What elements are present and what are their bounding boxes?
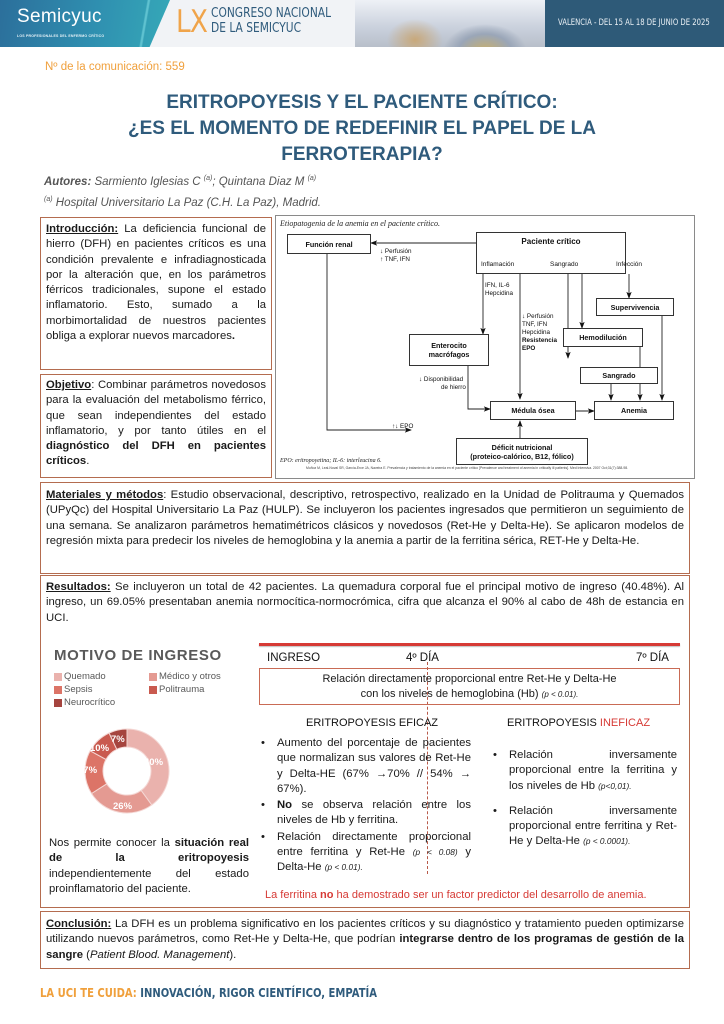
donut-label-medico: 26% xyxy=(113,801,133,812)
ineficaz-heading-2: INEFICAZ xyxy=(599,717,651,729)
figure-caption: Etiopatogenia de la anemia en el paciente crítico. xyxy=(280,219,440,228)
conclusion-heading: Conclusión: xyxy=(46,918,112,930)
donut-label-politrauma: 10% xyxy=(90,743,110,754)
edge-disponibilidad-2: de hierro xyxy=(441,384,466,391)
ineficaz-bullet-2-text: Relación inversamente proporcional entre ferritina y Ret-He y Delta-He xyxy=(509,804,677,848)
banner-stripe xyxy=(120,0,172,47)
ineficaz-bullet-1 xyxy=(491,748,677,794)
figure-reference: Muñoz M, Leal-Noval SR, García-Erce JA, Naveira E. Prevalencia y tratamiento de la anemia en el paciente crítico [Prevalence and treatment of anemia in critically ill patients]. Med Intensiva. 2007 Oct;31(7):388-98. xyxy=(306,466,629,470)
objetivo-heading: Objetivo xyxy=(46,379,92,391)
edge-inflam-ifn: IFN, IL-6 xyxy=(485,282,510,289)
congress-name-line1: CONGRESO NACIONAL xyxy=(211,6,332,21)
congress-dates: VALENCIA - DEL 15 AL 18 DE JUNIO DE 2025 xyxy=(558,17,710,27)
ineficaz-bullets xyxy=(491,748,677,851)
conclusion-end: ). xyxy=(229,948,237,961)
affiliation xyxy=(44,196,321,209)
resultados-text xyxy=(46,580,684,626)
edge-renal-tnf: ↑ TNF, IFN xyxy=(380,256,410,263)
eficaz-bullet-1: • Aumento del porcentaje de pacientes que normalizan sus valores de Ret-He y Delta-HE (67% →70% // 54% → 67%). xyxy=(259,736,471,797)
node-anemia: Anemia xyxy=(594,401,674,420)
congress-name xyxy=(211,6,331,36)
congress-name-line2: DE LA SEMICYUC xyxy=(211,21,302,36)
title-line3: FERROTERAPIA? xyxy=(281,144,443,165)
legend-label: Sepsis xyxy=(64,684,93,695)
legend-label: Neurocrítico xyxy=(64,697,116,708)
introduccion-text xyxy=(46,222,266,344)
introduccion-end: . xyxy=(231,330,236,343)
chart-title: MOTIVO DE INGRESO xyxy=(54,647,222,664)
results-note xyxy=(49,836,249,897)
author-2-affiliation-mark: (a) xyxy=(307,175,317,182)
legend-swatch xyxy=(149,673,157,681)
relation-line1: Relación directamente proporcional entre Ret-He y Delta-He xyxy=(322,673,617,685)
etiopatogenia-figure xyxy=(275,215,695,479)
ineficaz-bullet-1-p: (p<0,01). xyxy=(598,780,632,791)
metodos-box xyxy=(40,482,690,574)
title-line1: ERITROPOYESIS Y EL PACIENTE CRÍTICO: xyxy=(166,92,558,113)
introduccion-box xyxy=(40,217,272,370)
legend-swatch xyxy=(149,686,157,694)
introduccion-heading: Introducción: xyxy=(46,223,119,235)
edge-perf-2: TNF, IFN xyxy=(522,321,548,328)
title-line2: ¿ES EL MOMENTO DE REDEFINIR EL PAPEL DE LA xyxy=(127,118,597,139)
legend-label: Quemado xyxy=(64,671,106,682)
node-deficit-nutricional xyxy=(456,438,588,465)
node-supervivencia: Supervivencia xyxy=(596,298,674,316)
conclusion-box xyxy=(40,911,690,969)
eficaz-bullets xyxy=(259,736,471,877)
conclusion-italic: Patient Blood. Management xyxy=(89,948,230,961)
relation-line2-wrap xyxy=(260,687,679,702)
author-1-affiliation-mark: (a) xyxy=(203,175,213,182)
affiliation-text: Hospital Universitario La Paz (C.H. La Paz), Madrid. xyxy=(52,196,321,209)
ferritina-pre: La ferritina xyxy=(265,889,321,901)
eficaz-bullet-2-text: se observa relación entre los niveles de Hb y ferritina. xyxy=(277,799,471,827)
node-medula-osea: Médula ósea xyxy=(490,401,576,420)
ferritina-bold: no xyxy=(320,889,334,901)
edge-renal-perfusion: ↓ Perfusión xyxy=(380,248,412,255)
slogan-part2: INNOVACIÓN, RIGOR CIENTÍFICO, EMPATÍA xyxy=(140,985,377,1000)
eficaz-bullet-3-mid: y Delta-He xyxy=(277,846,471,874)
objetivo-bold: diagnóstico del DFH en pacientes críticos xyxy=(46,440,266,468)
timeline-dia4: 4º DÍA xyxy=(406,652,439,664)
eficaz-heading: ERITROPOYESIS EFICAZ xyxy=(306,717,439,729)
legend-item-quemado xyxy=(54,671,106,682)
relation-pvalue: (p < 0.01). xyxy=(541,690,579,699)
conclusion-post: ( xyxy=(83,948,90,961)
relation-line2: con los niveles de hemoglobina (Hb) xyxy=(360,688,542,700)
semicyuc-logo: Semicyuc xyxy=(17,6,102,27)
poster-title xyxy=(0,90,724,168)
logo-subtitle: LOS PROFESIONALES DEL ENFERMO CRÍTICO xyxy=(17,34,105,38)
resultados-body: Se incluyeron un total de 42 pacientes. La quemadura corporal fue el principal motivo de ingreso (40.48%). Al ingreso, un 69.05% presentaban anemia normocítica-normocrómica, cifra que alcanza el 90% al cabo de 48h de estancia en UCI. xyxy=(46,581,684,624)
resultados-box xyxy=(40,575,690,908)
conclusion-text xyxy=(46,917,684,963)
timeline-ingreso: INGRESO xyxy=(267,652,321,664)
edge-disponibilidad-1: ↓ Disponibilidad xyxy=(419,376,464,383)
legend-item-sepsis xyxy=(54,684,93,695)
node-sangrado: Sangrado xyxy=(580,367,658,384)
eficaz-bullet-3-p1: (p < 0.08) xyxy=(412,847,458,858)
legend-label: Médico y otros xyxy=(159,671,221,682)
donut-label-quemado: 40% xyxy=(144,757,164,768)
node-hemodilucion: Hemodilución xyxy=(563,328,643,347)
label-sangrado: Sangrado xyxy=(550,261,579,268)
edge-inflam-hepcidina: Hepcidina xyxy=(485,290,514,297)
donut-label-sepsis: 17% xyxy=(78,765,98,776)
note-post: independientemente del estado proinflamatorio del paciente. xyxy=(49,867,249,895)
ineficaz-bullet-2-p: (p < 0.0001). xyxy=(583,836,631,847)
authors-label: Autores: xyxy=(44,175,92,188)
donut-chart xyxy=(77,721,177,821)
metodos-text xyxy=(46,488,684,549)
paciente-critico-label: Paciente crítico xyxy=(521,237,581,246)
node-funcion-renal: Función renal xyxy=(287,234,371,254)
legend-item-medico xyxy=(149,671,221,682)
eficaz-bullet-3 xyxy=(259,830,471,876)
legend-swatch xyxy=(54,699,62,707)
slogan-part1: LA UCI TE CUIDA: xyxy=(40,985,141,1000)
footer-slogan xyxy=(40,985,377,1000)
ferritina-conclusion xyxy=(265,889,647,901)
relation-box xyxy=(259,668,680,705)
edge-perf-4: Resistencia xyxy=(522,337,558,344)
figure-footnote: EPO: eritropoyetina; IL-6: interleucina 6. xyxy=(280,458,382,464)
header-banner xyxy=(0,0,724,47)
ineficaz-bullet-1-text: Relación inversamente proporcional entre la ferritina y los niveles de Hb xyxy=(509,749,677,792)
resultados-heading: Resultados: xyxy=(46,581,111,593)
timeline-bar xyxy=(259,643,680,646)
communication-number: Nº de la comunicación: 559 xyxy=(45,61,185,73)
deficit-line2: (proteico-calórico, B12, fólico) xyxy=(470,451,574,461)
donut-label-neurocritico: 7% xyxy=(111,734,125,745)
valencia-photo xyxy=(355,0,545,47)
eficaz-bullet-2 xyxy=(259,798,471,829)
ineficaz-bullet-2 xyxy=(491,804,677,850)
eficaz-bullet-2-bold: No xyxy=(277,799,293,812)
objetivo-end: . xyxy=(86,455,90,468)
timeline-dia7: 7º DÍA xyxy=(636,652,669,664)
author-2: ; Quintana Diaz M xyxy=(212,175,308,188)
metodos-heading: Materiales y métodos xyxy=(46,489,164,501)
label-inflamacion: Inflamación xyxy=(481,261,515,268)
note-bold: situación real de la eritropoyesis xyxy=(49,837,249,865)
legend-label: Politrauma xyxy=(159,684,205,695)
legend-item-neurocritico xyxy=(54,697,115,708)
legend-item-politrauma xyxy=(149,684,204,695)
affiliation-mark: (a) xyxy=(44,196,53,203)
ineficaz-heading xyxy=(507,717,650,729)
conclusion-bold: integrarse dentro de los programas de gestión de la sangre xyxy=(46,933,684,961)
introduccion-body: La deficiencia funcional de hierro (DFH) en pacientes críticos es una condición prevalente e infradiagnosticada por la alteración que, en los parámetros férricos tradicionales, supone el estado inflamatorio. Esto, sumado a la morbimortalidad de nuestros pacientes obliga a explorar nuevos marcadores xyxy=(46,223,266,343)
objetivo-box xyxy=(40,374,272,478)
dates-box xyxy=(545,0,724,47)
objetivo-body: : Combinar parámetros novedosos para la evaluación del metabolismo férrico, que sean independientes del estado inflamatorio, y por tanto útiles en el xyxy=(46,379,266,437)
ferritina-post: ha demostrado ser un factor predictor del desarrollo de anemia. xyxy=(333,889,647,901)
objetivo-text xyxy=(46,378,266,470)
legend-swatch xyxy=(54,686,62,694)
edge-perf-3: Hepcidina xyxy=(522,329,551,336)
edge-perf-1: ↓ Perfusión xyxy=(522,313,554,320)
conclusion-body: La DFH es un problema significativo en los pacientes críticos y su diagnóstico y tratamiento pueden optimizarse utilizando nuevos parámetros, como Ret-He y Delta-He, que podrían xyxy=(46,918,684,946)
note-pre: Nos permite conocer la xyxy=(49,837,175,849)
eficaz-bullet-3-p2: (p < 0.01). xyxy=(324,862,363,873)
metodos-body: : Estudio observacional, descriptivo, retrospectivo, realizado en la Unidad de Politrauma y Quemados (UPyQc) del Hospital Universitario La Paz (HULP). Se incluyeron los pacientes ingresados que permitieron un seguimiento de una semana. Se analizaron parámetros hematimétricos clásicos y novedosos (Ret-He y Delta-He). Se aplicaron modelos de regresión mixta para predecir los niveles de hemoglobina y la anemia a partir de la ferritina sérica, RET-He y Delta-He. xyxy=(46,489,684,547)
ineficaz-heading-1: ERITROPOYESIS xyxy=(507,717,600,729)
congress-roman-number: LX xyxy=(176,4,208,40)
deficit-line1: Déficit nutricional xyxy=(491,442,553,452)
edge-epo: ↑↓ EPO xyxy=(392,423,414,430)
author-1: Sarmiento Iglesias C xyxy=(91,175,204,188)
edge-perf-5: EPO xyxy=(522,345,536,352)
legend-swatch xyxy=(54,673,62,681)
node-enterocito: Enterocito macrófagos xyxy=(409,334,489,366)
authors xyxy=(44,175,316,188)
eficaz-bullet-3-text: Relación directamente proporcional entre ferritina y Ret-He xyxy=(277,830,471,859)
label-infeccion: Infección xyxy=(616,261,643,268)
